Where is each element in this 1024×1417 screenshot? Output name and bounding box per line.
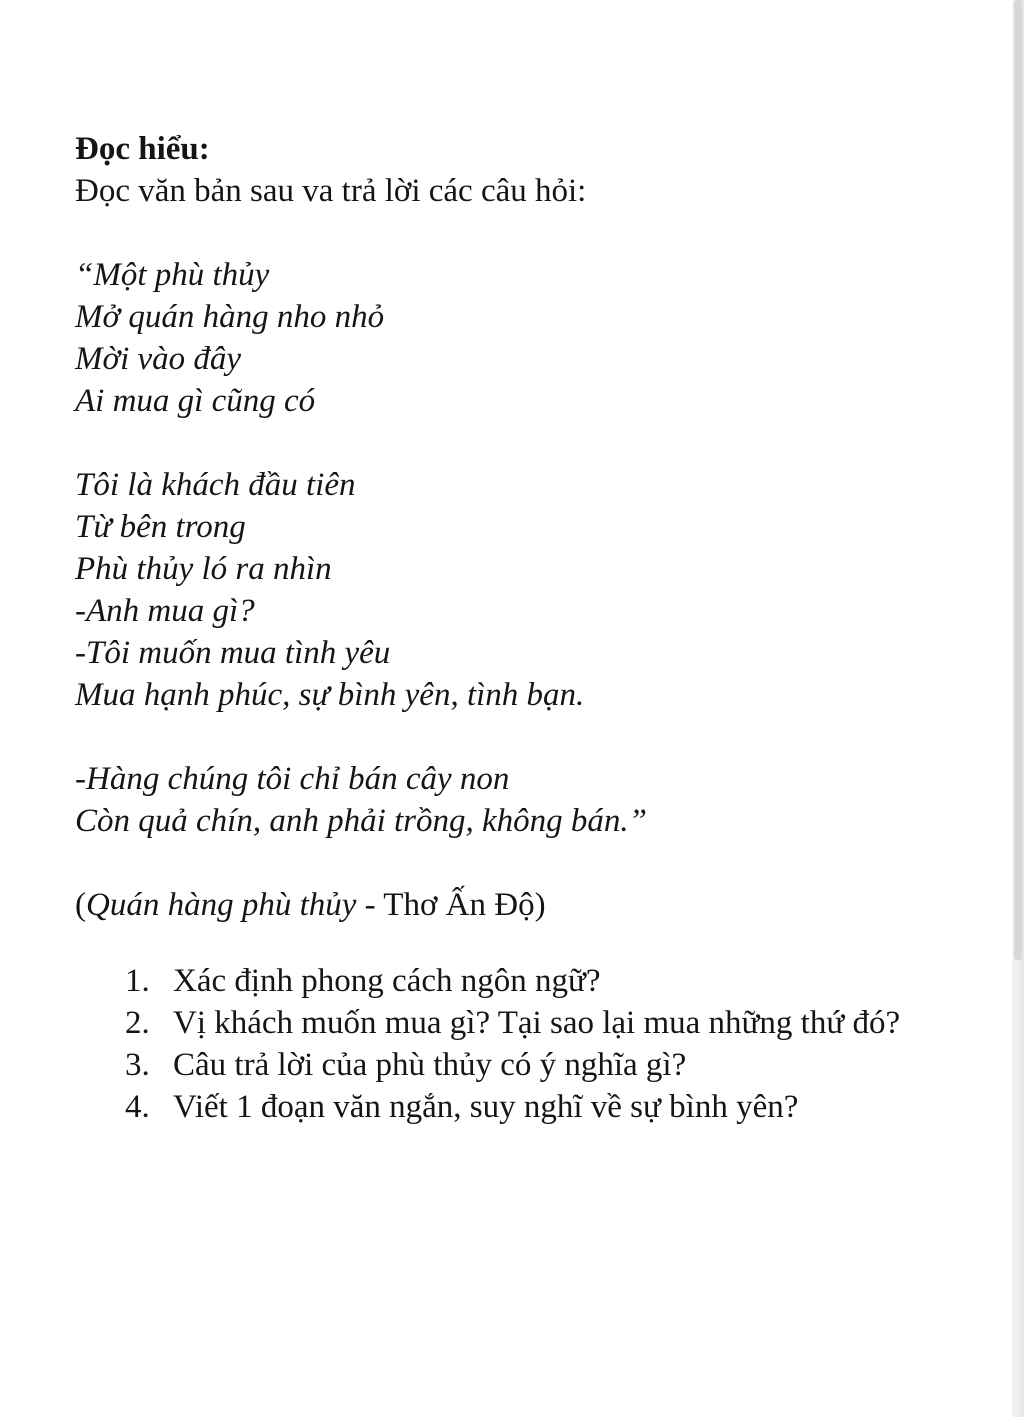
poem-line: Tôi là khách đầu tiên: [75, 467, 356, 503]
instruction-text: Đọc văn bản sau va trả lời các câu hỏi:: [75, 173, 587, 209]
question-text: Câu trả lời của phù thủy có ý nghĩa gì?: [173, 1047, 687, 1083]
question-list: [75, 960, 1010, 1128]
question-text: Vị khách muốn mua gì? Tại sao lại mua những thứ đó?: [173, 1005, 901, 1041]
section-heading: Đọc hiểu:: [75, 131, 210, 167]
poem-stanza-1: [75, 254, 1010, 422]
poem-line: Mua hạnh phúc, sự bình yên, tình bạn.: [75, 677, 585, 713]
question-number: 1.: [125, 963, 150, 999]
question-item: [75, 1002, 1010, 1044]
source-origin: - Thơ Ấn Độ): [356, 887, 546, 923]
poem-line: Ai mua gì cũng có: [75, 383, 316, 419]
poem-line: Từ bên trong: [75, 509, 246, 545]
question-item: [75, 1044, 1010, 1086]
poem-line: -Hàng chúng tôi chỉ bán cây non: [75, 761, 510, 797]
poem-line: Mời vào đây: [75, 341, 242, 377]
poem-line: Phù thủy ló ra nhìn: [75, 551, 332, 587]
poem-line: “Một phù thủy: [75, 257, 270, 293]
poem-line: Mở quán hàng nho nhỏ: [75, 299, 385, 335]
question-number: 4.: [125, 1089, 150, 1125]
source-open-paren: (: [75, 887, 86, 923]
poem-line: -Anh mua gì?: [75, 593, 255, 629]
question-number: 3.: [125, 1047, 150, 1083]
poem-stanza-3: [75, 758, 1010, 842]
vertical-scrollbar[interactable]: [1012, 0, 1024, 1417]
poem-source: [75, 884, 1010, 926]
question-text: Viết 1 đoạn văn ngắn, suy nghĩ về sự bình yên?: [173, 1089, 799, 1125]
poem-stanza-2: [75, 464, 1010, 716]
scrollbar-thumb[interactable]: [1014, 0, 1022, 960]
question-text: Xác định phong cách ngôn ngữ?: [173, 963, 601, 999]
question-item: [75, 960, 1010, 1002]
source-title: Quán hàng phù thủy: [86, 887, 357, 923]
question-number: 2.: [125, 1005, 150, 1041]
question-item: [75, 1086, 1010, 1128]
poem-line: Còn quả chín, anh phải trồng, không bán.”: [75, 803, 648, 839]
document-content: [75, 128, 1010, 1128]
poem-line: -Tôi muốn mua tình yêu: [75, 635, 391, 671]
